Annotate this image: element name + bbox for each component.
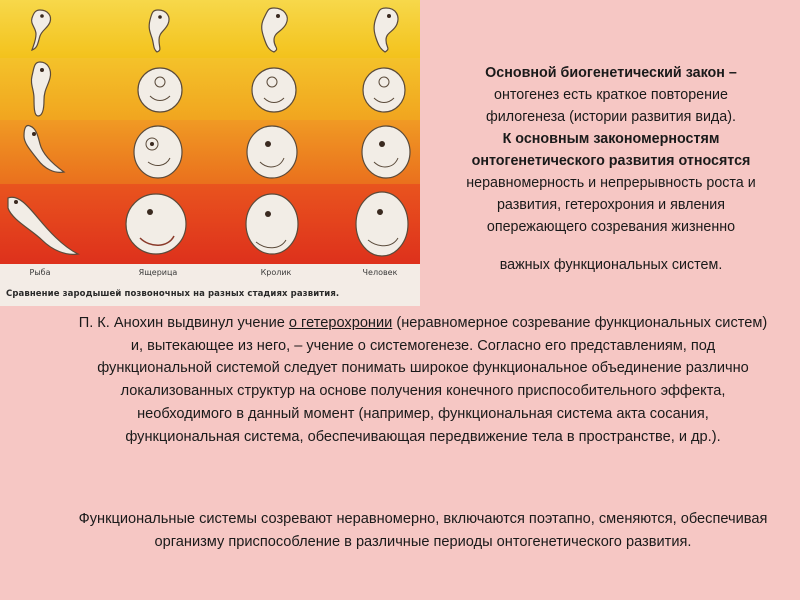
embryo-human-stage4 [350, 188, 414, 262]
column-label-fish: Рыба [29, 268, 51, 277]
embryo-lizard-stage1 [138, 6, 178, 54]
law-line-6: важных функциональных систем. [499, 257, 723, 273]
heterochrony-link[interactable]: о гетерохронии [288, 315, 393, 331]
figure-caption: Сравнение зародышей позвоночных на разных стадиях развития. [6, 289, 340, 299]
column-label-rabbit: Кролик [260, 268, 292, 277]
embryo-lizard-stage2 [130, 62, 186, 116]
embryo-rabbit-stage1 [248, 4, 296, 54]
functional-systems-paragraph: Функциональные системы созревают неравномерно, включаются поэтапно, сменяются, обеспечивая организму приспособление в различные периоды онтогенетического развития. [78, 511, 768, 550]
law-bold-line-2: онтогенетического развития относятся [471, 153, 751, 169]
law-line-5: опережающего созревания жизненно [486, 219, 736, 235]
law-line-1: онтогенез есть краткое повторение [494, 87, 728, 103]
embryo-fish-stage2 [22, 60, 58, 118]
law-bold-line-1: К основным закономерностям [502, 131, 720, 147]
law-line-3: неравномерность и непрерывность роста и [466, 175, 756, 191]
anokhin-paragraph [78, 312, 768, 448]
anokhin-text-2: (неравномерное созревание функциональных систем) и, вытекающее из него, – учение о системогенезе. Согласно его представлениям, под функциональной системой следует понимать широкое функциональное объединение различно локализованных структур на основе получения конечного приспособительного эффекта, необходимого в данный момент (например, функциональная система акта сосания, функциональная система, обеспечивающая передвижение тела в пространстве, и др.). [97, 315, 768, 445]
stage-band-1 [0, 0, 420, 58]
embryo-fish-stage3 [14, 122, 72, 182]
embryo-human-stage3 [354, 122, 414, 182]
biogenetic-law-block [428, 62, 794, 238]
embryo-lizard-stage3 [128, 122, 186, 182]
embryo-comparison-figure [0, 0, 420, 306]
embryo-rabbit-stage2 [244, 62, 300, 116]
column-label-lizard: Ящерица [138, 268, 178, 277]
embryo-lizard-stage4 [116, 188, 196, 262]
anokhin-text-1: П. К. Анохин выдвинул учение [78, 315, 289, 331]
embryo-human-stage2 [356, 62, 410, 116]
embryo-rabbit-stage4 [238, 190, 304, 262]
embryo-rabbit-stage3 [242, 122, 302, 182]
embryo-human-stage1 [362, 4, 406, 54]
law-line-2: филогенеза (истории развития вида). [486, 109, 736, 125]
law-line-4: развития, гетерохрония и явления [496, 197, 726, 213]
embryo-fish-stage1 [18, 4, 58, 54]
column-label-human: Человек [362, 268, 398, 277]
law-title: Основной биогенетический закон – [485, 65, 737, 81]
embryo-fish-stage4 [4, 190, 82, 260]
